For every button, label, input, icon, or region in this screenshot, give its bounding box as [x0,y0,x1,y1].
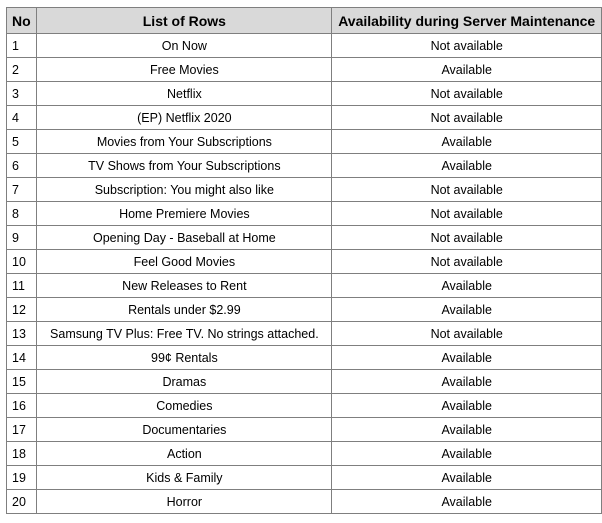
row-name-cell: Free Movies [37,58,332,82]
row-number-cell: 3 [7,82,37,106]
table-row [7,226,602,250]
header-row [7,8,602,34]
row-number-cell: 7 [7,178,37,202]
header-availability: Availability during Server Maintenance [332,8,602,34]
table-row [7,322,602,346]
row-number-cell: 10 [7,250,37,274]
row-name-cell: Home Premiere Movies [37,202,332,226]
row-name-cell: Action [37,442,332,466]
header-list-of-rows: List of Rows [37,8,332,34]
row-number-cell: 18 [7,442,37,466]
table-row [7,490,602,514]
row-name-cell: Netflix [37,82,332,106]
table-row [7,178,602,202]
table-row [7,418,602,442]
availability-cell: Not available [332,250,602,274]
availability-cell: Not available [332,322,602,346]
table-header [7,8,602,34]
availability-cell: Available [332,466,602,490]
availability-cell: Available [332,490,602,514]
table-row [7,154,602,178]
availability-cell: Available [332,298,602,322]
header-no: No [7,8,37,34]
row-number-cell: 5 [7,130,37,154]
row-name-cell: Subscription: You might also like [37,178,332,202]
row-name-cell: Horror [37,490,332,514]
row-name-cell: 99¢ Rentals [37,346,332,370]
row-name-cell: Comedies [37,394,332,418]
availability-table-container [6,7,602,514]
row-number-cell: 17 [7,418,37,442]
table-row [7,58,602,82]
row-number-cell: 1 [7,34,37,58]
row-name-cell: Opening Day - Baseball at Home [37,226,332,250]
row-name-cell: TV Shows from Your Subscriptions [37,154,332,178]
row-number-cell: 13 [7,322,37,346]
table-row [7,34,602,58]
availability-cell: Not available [332,106,602,130]
table-row [7,130,602,154]
availability-cell: Not available [332,202,602,226]
availability-cell: Available [332,346,602,370]
row-number-cell: 4 [7,106,37,130]
availability-cell: Available [332,130,602,154]
row-number-cell: 12 [7,298,37,322]
row-name-cell: Documentaries [37,418,332,442]
table-row [7,298,602,322]
availability-cell: Available [332,394,602,418]
table-row [7,202,602,226]
row-name-cell: New Releases to Rent [37,274,332,298]
row-number-cell: 9 [7,226,37,250]
table-row [7,466,602,490]
table-body [7,34,602,514]
availability-cell: Available [332,442,602,466]
row-number-cell: 6 [7,154,37,178]
availability-cell: Available [332,154,602,178]
availability-cell: Not available [332,34,602,58]
row-number-cell: 16 [7,394,37,418]
row-name-cell: Samsung TV Plus: Free TV. No strings attached. [37,322,332,346]
row-name-cell: Feel Good Movies [37,250,332,274]
row-name-cell: Rentals under $2.99 [37,298,332,322]
row-number-cell: 2 [7,58,37,82]
row-name-cell: (EP) Netflix 2020 [37,106,332,130]
availability-cell: Available [332,274,602,298]
row-number-cell: 19 [7,466,37,490]
availability-cell: Available [332,418,602,442]
availability-cell: Available [332,58,602,82]
row-name-cell: Kids & Family [37,466,332,490]
table-row [7,250,602,274]
availability-cell: Not available [332,82,602,106]
table-row [7,274,602,298]
availability-table [6,7,602,514]
table-row [7,442,602,466]
row-number-cell: 11 [7,274,37,298]
table-row [7,82,602,106]
table-row [7,106,602,130]
row-number-cell: 15 [7,370,37,394]
row-number-cell: 14 [7,346,37,370]
row-name-cell: Dramas [37,370,332,394]
table-row [7,370,602,394]
row-name-cell: On Now [37,34,332,58]
availability-cell: Not available [332,178,602,202]
row-name-cell: Movies from Your Subscriptions [37,130,332,154]
table-row [7,346,602,370]
row-number-cell: 8 [7,202,37,226]
availability-cell: Available [332,370,602,394]
row-number-cell: 20 [7,490,37,514]
table-row [7,394,602,418]
availability-cell: Not available [332,226,602,250]
